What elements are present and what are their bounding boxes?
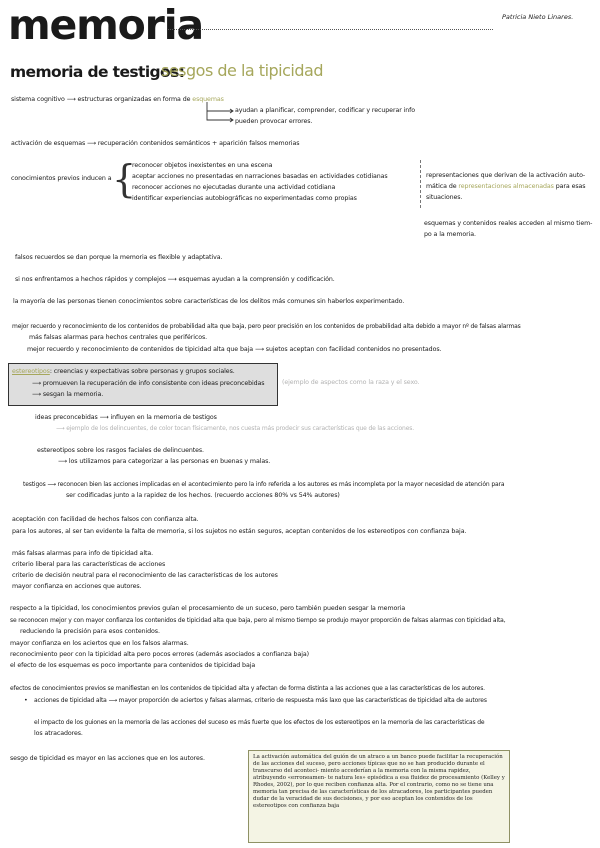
note-line: más falsas alarmas para info de tipicidad alta. [12, 550, 153, 557]
highlight-esquemas: esquemas [192, 96, 224, 103]
dashed-separator [420, 160, 421, 208]
note-line [426, 183, 585, 191]
note-line: criterio liberal para las características de acciones [12, 561, 166, 568]
note-line: reconocimiento peor con la tipicidad alta pero pocos errores (además asociados a confianza baja) [10, 651, 309, 658]
note-line: testigos ⟶ reconocen bien las acciones implicadas en el acontecimiento pero la info referida a los autores es más incompleta por la mayor necesidad de atención para [23, 481, 505, 488]
note-line: respecto a la tipicidad, los conocimientos previos guían el procesamiento de un suceso, pero también pueden sesgar la memoria [10, 605, 406, 612]
note-line: para los autores, al ser tan evidente la falta de memoria, si los sujetos no están seguros, aceptan contenidos de los estereotipos con confianza baja. [12, 528, 467, 535]
note-line: el impacto de los guiones en la memoria de las acciones del suceso es más fuerte que los efectos de los estereotipos en la memoria de las características de [34, 719, 485, 726]
bullet-icon: • [24, 697, 28, 704]
note-line: ideas preconcebidas ⟶ influyen en la memoria de testigos [35, 414, 217, 421]
note-line: más falsas alarmas para hechos centrales que periféricos. [29, 334, 208, 341]
list-item: reconocer acciones no ejecutadas durante una actividad cotidiana [132, 184, 336, 191]
subtitle-accent: sesgos de la tipicidad [161, 61, 323, 80]
note-line: activación de esquemas ⟶ recuperación contenidos semánticos + aparición falsos memorias [11, 140, 300, 147]
note-line: los atracadores. [34, 730, 83, 737]
note-line [12, 368, 235, 376]
note-line: efectos de conocimientos previos se manifiestan en los contenidos de tipicidad alta y afectan de forma distinta a las acciones que a las características de los autores. [10, 685, 485, 692]
list-item: identificar experiencias autobiográficas no experimentadas como propias [132, 195, 357, 202]
highlight-estereotipos: estereotipos [12, 368, 50, 375]
note-line: mayor confianza en acciones que autores. [12, 583, 142, 590]
note-line: estereotipos sobre los rasgos faciales de delincuentes. [37, 447, 204, 454]
note-line: mejor recuerdo y reconocimiento de los contenidos de probabilidad alta que baja, pero peor precisión en los contenidos de probabilidad alta debido a mayor nº de falsas alarmas [12, 323, 521, 330]
brace-icon: { [112, 157, 137, 201]
note-line: acciones de tipicidad alta ⟶ mayor proporción de aciertos y falsas alarmas, criterio de respuesta más laxo que las características de tipicidad alta de autores [34, 697, 487, 704]
title-dotted-divider [168, 29, 493, 30]
note-text: sistema cognitivo ⟶ estructuras organizadas en forma de [11, 96, 193, 103]
note-line: mayor confianza en los aciertos que en los falsos alarmas. [10, 640, 189, 647]
note-line: aceptación con facilidad de hechos falsos con confianza alta. [12, 516, 199, 523]
note-line: ⟶ los utilizamos para categorizar a las personas en buenas y malas. [58, 458, 271, 465]
note-text: mática de [426, 183, 459, 190]
subtitle-main: memoria de testigos: [10, 63, 185, 81]
note-line: representaciones que derivan de la activación auto- [426, 172, 586, 179]
note-line: conocimientos previos inducen a [11, 175, 112, 182]
note-line: ser codificadas junto a la rapidez de los hechos. (recuerdo acciones 80% vs 54% autores) [66, 492, 340, 499]
note-line: el efecto de los esquemas es poco importante para contenidos de tipicidad baja [10, 662, 256, 669]
note-example: ⟶ ejemplo de los delincuentes, de color tocan físicamente, nos cuesta más prodecir sus características que de las acciones. [56, 425, 414, 432]
note-text: para esas [553, 183, 586, 190]
note-line: mejor recuerdo y reconocimiento de contenidos de tipicidad alta que baja ⟶ sujetos aceptan con facilidad contenidos no presentados. [27, 346, 442, 353]
highlight-representaciones: representaciones almacenadas [458, 183, 554, 190]
note-line [11, 96, 224, 104]
page-title: memoria [8, 1, 203, 49]
note-line: reduciendo la precisión para esos contenidos. [20, 628, 160, 635]
author-name: Patricia Nieto Linares. [502, 13, 574, 21]
list-item: aceptar acciones no presentadas en narraciones basadas en actividades cotidianas [132, 173, 388, 180]
note-text: : creencias y expectativas sobre personas y grupos sociales. [49, 368, 235, 375]
branch-arrows-icon [205, 101, 235, 123]
note-line: ⟶ sesgan la memoria. [32, 391, 104, 398]
note-line: criterio de decisión neutral para el reconocimiento de las características de los autores [12, 572, 278, 579]
note-line: ⟶ promueven la recuperación de info consistente con ideas preconcebidas [32, 380, 265, 387]
note-line: sesgo de tipicidad es mayor en las acciones que en los autores. [10, 755, 205, 762]
note-line: po a la memoria. [424, 231, 476, 238]
note-line: situaciones. [426, 194, 463, 201]
note-line: la mayoría de las personas tienen conocimientos sobre características de los delitos más comunes sin haberlos experimentado. [13, 298, 405, 305]
note-line: falsos recuerdos se dan porque la memoria es flexible y adaptativa. [15, 254, 223, 261]
note-line: se reconocen mejor y con mayor confianza los contenidos de tipicidad alta que baja, pero al mismo tiempo se produjo mayor proporción de falsas alarmas con tipicidad alta, [10, 617, 506, 624]
note-line: ayudan a planificar, comprender, codificar y recuperar info [235, 107, 415, 114]
note-line: esquemas y contenidos reales acceden al mismo tiem- [424, 220, 593, 227]
note-line: pueden provocar errores. [235, 118, 313, 125]
quote-box: La activación automática del guión de un atraco a un banco puede facilitar la recuperación de las acciones del suceso, pero acciones típicas que no se han producido durante el transcurso del aconteci- miento accederían a la memoria con la misma rapidez, atribuyendo «erroneamen- te natura les» episódica a esa fluidez de procesamiento (Kelley y Rhodes, 2002), por lo que reciben confianza alta. Por el contrario, como no se tiene una memoria tan precisa de las características de los atracadores, los participantes pueden dudar de la veracidad de sus decisiones, y por eso aceptan los contenidos de los estereotipos con confianza baja [248, 750, 510, 843]
note-line: si nos enfrentamos a hechos rápidos y complejos ⟶ esquemas ayudan a la comprensión y codificación. [15, 276, 335, 283]
list-item: reconocer objetos inexistentes en una escena [132, 162, 273, 169]
note-example: (ejemplo de aspectos como la raza y el sexo. [282, 379, 420, 386]
